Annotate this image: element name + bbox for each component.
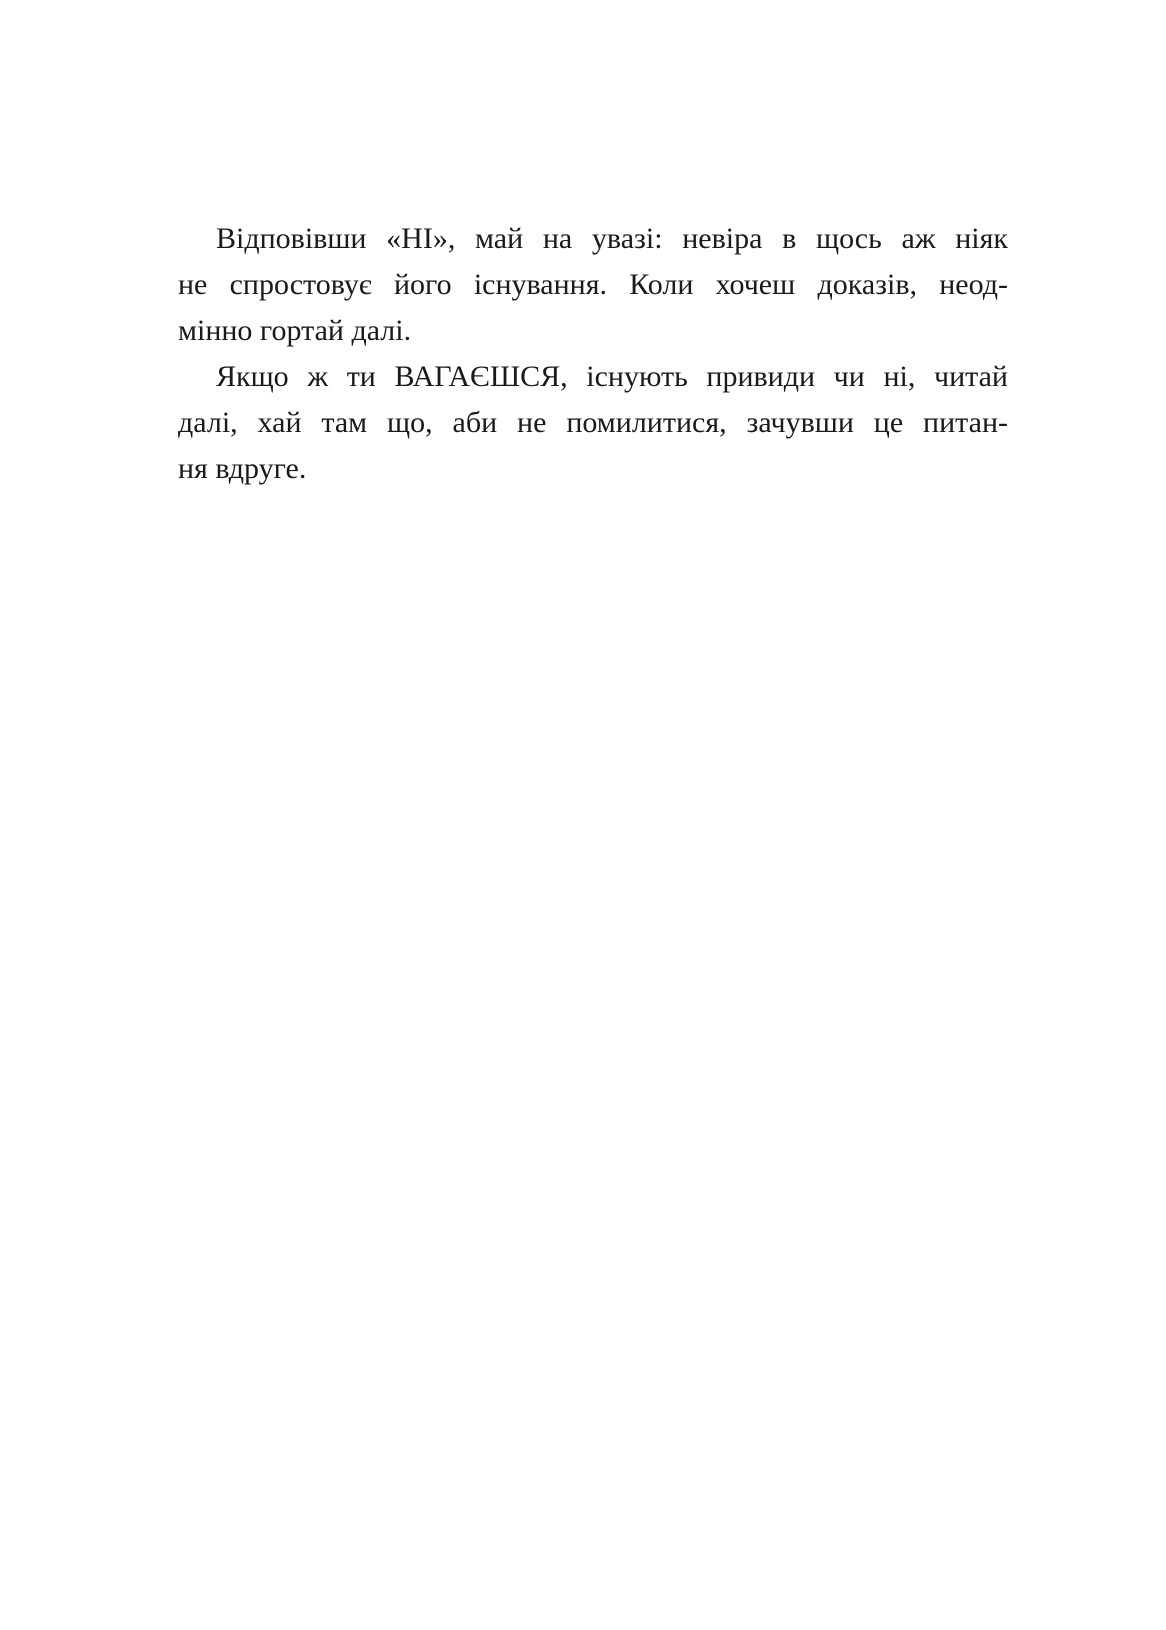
paragraph-1-line-3: мінно гортай далі. xyxy=(178,314,412,347)
paragraph-2 xyxy=(178,354,1008,492)
body-text xyxy=(178,216,1008,492)
paragraph-2-line-3: ня вдруге. xyxy=(178,452,307,485)
paragraph-2-line-2: далі, хай там що, аби не помилитися, зачувши це питан- xyxy=(178,406,1008,439)
paragraph-1 xyxy=(178,216,1008,354)
paragraph-2-line-1: Якщо ж ти ВАГАЄШСЯ, існують привиди чи ні, читай xyxy=(216,360,1008,393)
paragraph-1-line-2: не спростовує його існування. Коли хочеш доказів, неод- xyxy=(178,268,1008,301)
paragraph-1-line-1: Відповівши «НІ», май на увазі: невіра в щось аж ніяк xyxy=(216,222,1008,255)
